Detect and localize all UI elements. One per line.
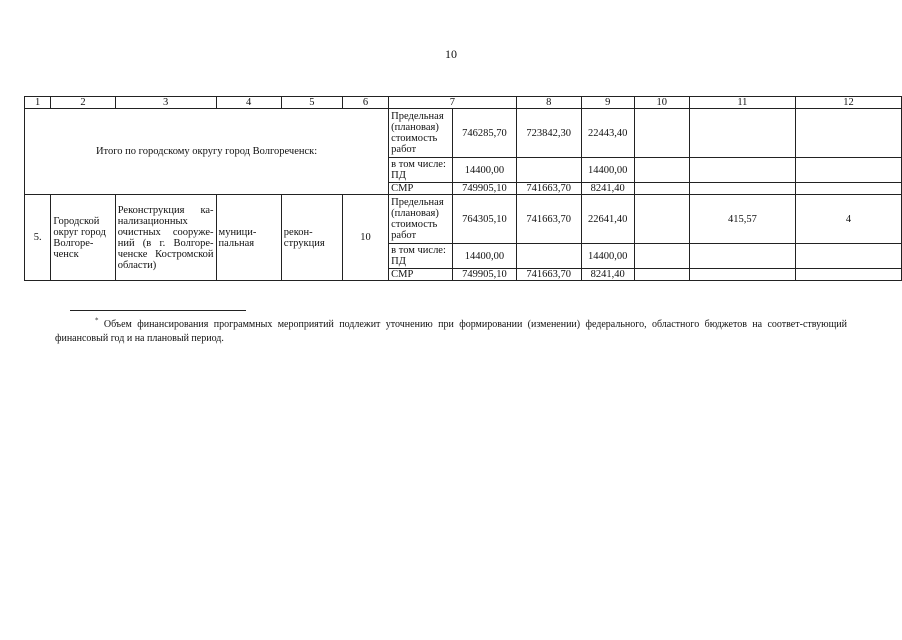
value-cell: 22641,40 <box>581 195 634 244</box>
value-cell: 764305,10 <box>453 195 516 244</box>
value-cell <box>689 244 795 269</box>
footnote-marker: * <box>95 316 99 325</box>
value-cell <box>689 109 795 158</box>
indicator-cell: Предельная (плановая) стоимость работ <box>389 195 453 244</box>
value-cell <box>634 109 689 158</box>
value-cell: 22443,40 <box>581 109 634 158</box>
object-name: Реконструкция ка-нализационных очистных сооруже-ний (в г. Волгоре-ченске Костромской области) <box>115 195 216 281</box>
header-cell: 6 <box>342 97 388 109</box>
value-cell: 14400,00 <box>581 158 634 183</box>
header-cell: 8 <box>516 97 581 109</box>
value-cell <box>689 158 795 183</box>
header-cell: 7 <box>389 97 516 109</box>
financing-table <box>24 96 902 281</box>
value-cell: 14400,00 <box>453 244 516 269</box>
value-cell <box>795 244 901 269</box>
value-cell <box>634 183 689 195</box>
value-cell <box>634 244 689 269</box>
value-cell: 723842,30 <box>516 109 581 158</box>
value-cell: 741663,70 <box>516 195 581 244</box>
total-label: Итого по городскому округу город Волгореченск: <box>25 109 389 195</box>
header-cell: 12 <box>795 97 901 109</box>
header-cell: 4 <box>216 97 281 109</box>
value-cell <box>634 195 689 244</box>
value-cell <box>516 158 581 183</box>
object-location: Городской округ город Волгоре-ченск <box>51 195 115 281</box>
value-cell <box>689 183 795 195</box>
indicator-cell: СМР <box>389 269 453 281</box>
object-number: 5. <box>25 195 51 281</box>
indicator-cell: СМР <box>389 183 453 195</box>
value-cell: 14400,00 <box>581 244 634 269</box>
value-cell <box>689 269 795 281</box>
value-cell <box>516 244 581 269</box>
value-cell: 8241,40 <box>581 269 634 281</box>
header-cell: 1 <box>25 97 51 109</box>
header-cell: 5 <box>281 97 342 109</box>
header-cell: 11 <box>689 97 795 109</box>
indicator-cell: в том числе: ПД <box>389 244 453 269</box>
value-cell: 14400,00 <box>453 158 516 183</box>
footnote-text: Объем финансирования программных мероприятий подлежит уточнению при формировании (изменении) федерального, областного бюджетов на соответ-ствующий финансовый год и на плановый период. <box>55 319 848 344</box>
header-cell: 2 <box>51 97 115 109</box>
total-row-cost <box>25 109 902 158</box>
header-cell: 9 <box>581 97 634 109</box>
indicator-cell: в том числе: ПД <box>389 158 453 183</box>
value-cell <box>795 269 901 281</box>
page-number: 10 <box>445 47 457 61</box>
object-ownership: муници-пальная <box>216 195 281 281</box>
object-work-type: рекон-струкция <box>281 195 342 281</box>
indicator-cell: Предельная (плановая) стоимость работ <box>389 109 453 158</box>
footnote <box>55 318 847 346</box>
footnote-separator <box>70 310 246 311</box>
value-cell: 749905,10 <box>453 183 516 195</box>
header-cell: 10 <box>634 97 689 109</box>
value-cell: 4 <box>795 195 901 244</box>
value-cell <box>634 158 689 183</box>
value-cell <box>795 183 901 195</box>
value-cell: 746285,70 <box>453 109 516 158</box>
object-year: 10 <box>342 195 388 281</box>
value-cell <box>634 269 689 281</box>
object-row-cost <box>25 195 902 244</box>
value-cell: 415,57 <box>689 195 795 244</box>
value-cell <box>795 158 901 183</box>
value-cell: 749905,10 <box>453 269 516 281</box>
value-cell: 8241,40 <box>581 183 634 195</box>
column-number-row <box>25 97 902 109</box>
value-cell: 741663,70 <box>516 269 581 281</box>
value-cell <box>795 109 901 158</box>
header-cell: 3 <box>115 97 216 109</box>
value-cell: 741663,70 <box>516 183 581 195</box>
